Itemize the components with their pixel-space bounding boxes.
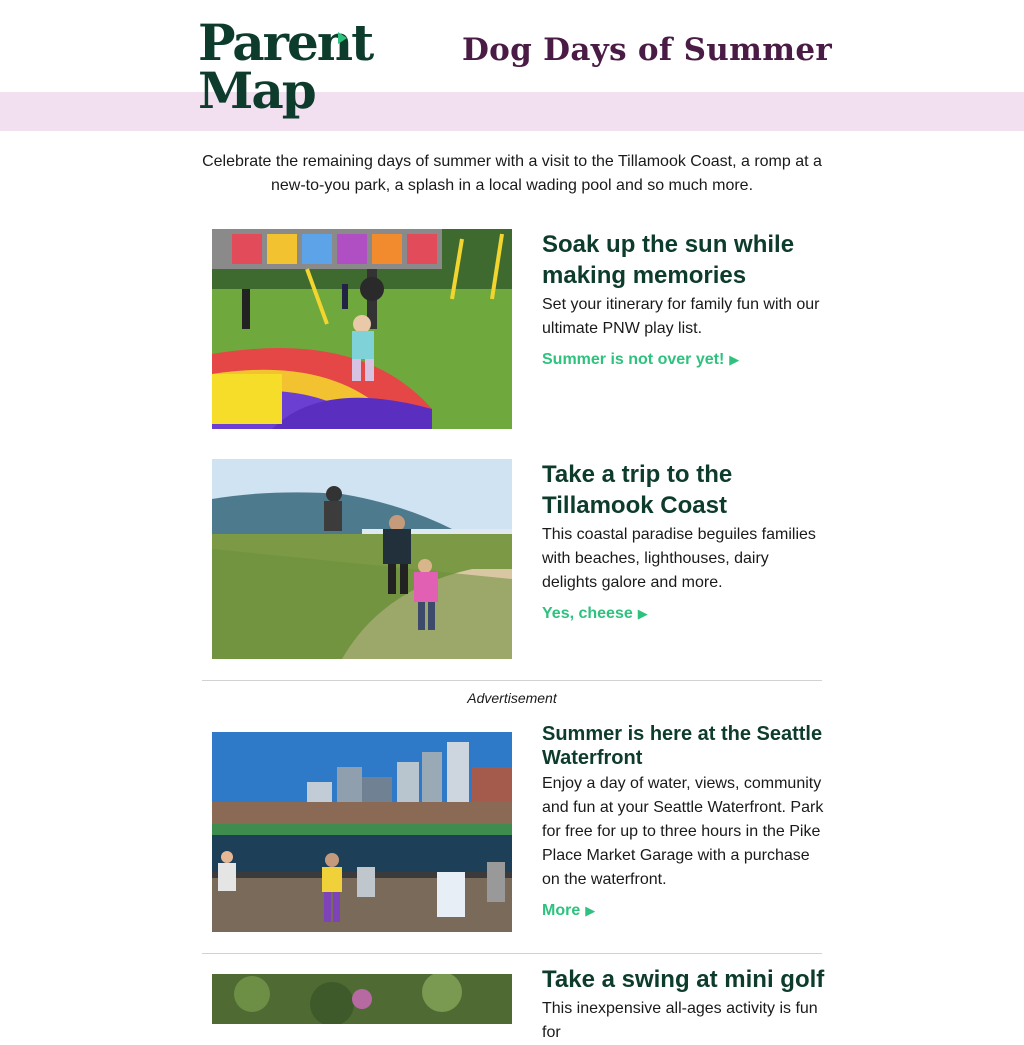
advertisement-label: Advertisement <box>467 690 557 706</box>
article-body: Enjoy a day of water, views, community and fun at your Seattle Waterfront. Park for free for up to three hours in the Pike Place Market Garage with a purchase on the waterfront. <box>542 775 824 888</box>
play-arrow-icon: ▶ <box>729 352 740 367</box>
cta-label: Yes, cheese <box>542 605 633 622</box>
parentmap-logo[interactable] <box>196 13 373 124</box>
header-band <box>0 92 1024 131</box>
intro-text: Celebrate the remaining days of summer with a visit to the Tillamook Coast, a romp at a new-to-you park, a splash in a local wading pool and so much more. <box>202 153 822 194</box>
article-text <box>542 229 826 369</box>
article-body: This inexpensive all-ages activity is fun for <box>542 1000 818 1041</box>
logo-line-1: Parent <box>198 13 373 72</box>
article-body: This coastal paradise beguiles families with beaches, lighthouses, dairy delights galore and more. <box>542 526 816 591</box>
article-card <box>212 459 824 659</box>
cta-label: More <box>542 902 581 919</box>
article-body: Set your itinerary for family fun with our ultimate PNW play list. <box>542 296 820 337</box>
play-arrow-icon: ▶ <box>637 606 648 621</box>
article-title[interactable]: Summer is here at the Seattle Waterfront <box>542 723 823 769</box>
article-title[interactable]: Soak up the sun while making memories <box>542 231 795 289</box>
article-text <box>542 964 826 1045</box>
more-link[interactable] <box>542 902 595 920</box>
playground-photo[interactable] <box>212 229 512 429</box>
newsletter-headline: Dog Days of Summer <box>461 32 832 68</box>
logo-line-2: Map <box>198 61 315 120</box>
article-card <box>212 229 824 429</box>
email-header <box>0 0 1024 131</box>
article-card <box>212 722 824 932</box>
article-text <box>542 459 826 623</box>
article-card <box>212 964 825 1041</box>
seattle-waterfront-photo[interactable] <box>212 732 512 932</box>
play-triangle-icon <box>338 32 347 44</box>
yes-cheese-link[interactable] <box>542 605 648 623</box>
article-title[interactable]: Take a trip to the Tillamook Coast <box>542 461 733 519</box>
article-title[interactable]: Take a swing at mini golf <box>542 966 825 993</box>
summer-not-over-link[interactable] <box>542 351 739 369</box>
cta-label: Summer is not over yet! <box>542 351 725 368</box>
play-arrow-icon: ▶ <box>585 903 596 918</box>
divider <box>202 680 822 681</box>
coast-dunes-photo[interactable] <box>212 459 512 659</box>
mini-golf-photo[interactable] <box>212 974 512 1024</box>
article-text <box>542 722 826 920</box>
divider <box>202 953 822 954</box>
